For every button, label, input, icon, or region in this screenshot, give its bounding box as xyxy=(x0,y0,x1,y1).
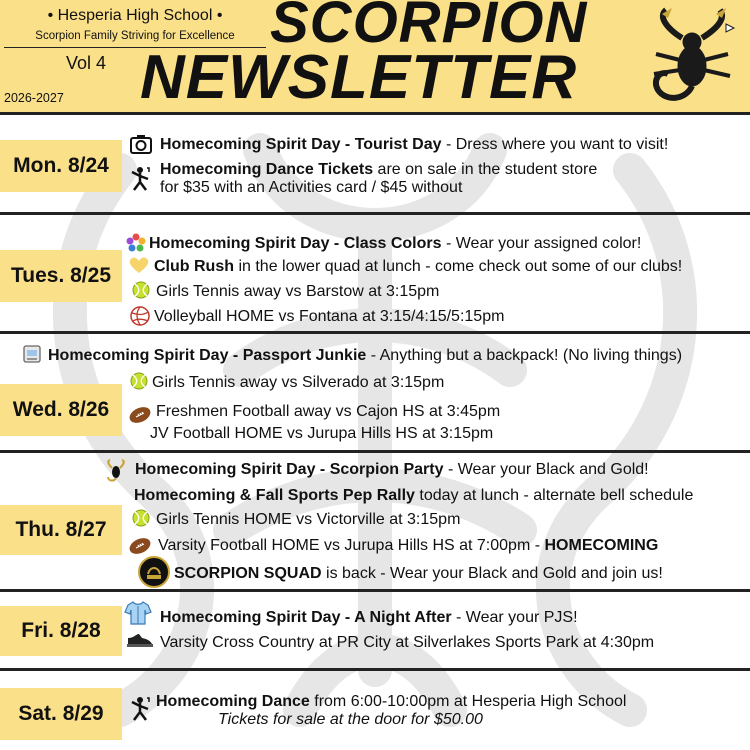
event-detail: Girls Tennis away vs Barstow at 3:15pm xyxy=(156,283,440,300)
day-label-thursday: Thu. 8/27 xyxy=(0,505,122,555)
event-detail: Girls Tennis HOME vs Victorville at 3:15pm xyxy=(156,511,461,528)
event-title: Homecoming Spirit Day - Scorpion Party xyxy=(135,461,444,478)
event-detail: is back - Wear your Black and Gold and join us! xyxy=(321,565,663,582)
event-line xyxy=(134,486,693,505)
event-title: Homecoming Dance Tickets xyxy=(160,161,374,178)
tennis-ball-icon xyxy=(132,509,150,527)
event-detail: - Wear your assigned color! xyxy=(441,235,642,252)
event-detail: Girls Tennis away vs Silverado at 3:15pm xyxy=(152,374,445,391)
football-icon xyxy=(128,406,152,424)
event-title: SCORPION SQUAD xyxy=(174,565,322,582)
volume-number: Vol 4 xyxy=(66,53,107,73)
divider xyxy=(0,331,750,334)
event-line xyxy=(135,460,649,479)
event-detail: Tickets for sale at the door for $50.00 xyxy=(218,711,483,728)
school-motto: Scorpion Family Striving for Excellence xyxy=(35,30,235,42)
day-label-saturday: Sat. 8/29 xyxy=(0,688,122,740)
event-line xyxy=(154,257,682,276)
event-title: Homecoming Spirit Day - Class Colors xyxy=(149,235,442,252)
tennis-ball-icon xyxy=(132,281,150,299)
event-title: Homecoming Spirit Day - Passport Junkie xyxy=(48,347,367,364)
event-line xyxy=(160,135,668,154)
school-year: 2026-2027 xyxy=(4,91,64,105)
event-detail: from 6:00-10:00pm at Hesperia High School xyxy=(309,693,627,710)
scorpion-squad-badge-icon xyxy=(138,556,170,588)
title-scorpion: SCORPION xyxy=(270,0,588,55)
heart-icon xyxy=(128,256,150,274)
newsletter-header xyxy=(0,0,750,112)
day-label-monday: Mon. 8/24 xyxy=(0,140,122,192)
event-detail: - Wear your PJS! xyxy=(451,609,578,626)
day-label-tuesday: Tues. 8/25 xyxy=(0,250,122,302)
school-name: • Hesperia High School • xyxy=(47,7,223,24)
camera-icon xyxy=(130,134,152,154)
passport-icon xyxy=(22,344,42,364)
event-line xyxy=(48,346,682,365)
event-line xyxy=(156,692,626,711)
event-line xyxy=(160,608,578,627)
event-highlight: HOMECOMING xyxy=(544,537,659,554)
pajama-shirt-icon xyxy=(124,600,152,626)
event-detail: in the lower quad at lunch - come check out some of our clubs! xyxy=(234,258,683,275)
day-label-wednesday: Wed. 8/26 xyxy=(0,384,122,436)
scorpion-icon xyxy=(104,458,128,482)
event-line xyxy=(158,536,658,555)
event-detail: are on sale in the student store xyxy=(373,161,598,178)
divider xyxy=(0,450,750,453)
divider xyxy=(0,668,750,671)
running-shoe-icon xyxy=(126,632,154,648)
divider xyxy=(0,212,750,215)
scorpion-logo-icon xyxy=(636,4,740,108)
divider xyxy=(0,112,750,115)
event-detail: Freshmen Football away vs Cajon HS at 3:45pm xyxy=(156,403,501,420)
event-detail: for $35 with an Activities card / $45 without xyxy=(160,179,463,196)
title-newsletter: NEWSLETTER xyxy=(140,43,578,112)
event-line xyxy=(174,564,663,583)
dancer-icon xyxy=(128,166,152,192)
color-wheel-icon xyxy=(126,233,146,253)
event-detail: - Dress where you want to visit! xyxy=(441,136,669,153)
event-detail: - Anything but a backpack! (No living things) xyxy=(366,347,683,364)
volleyball-icon xyxy=(130,306,150,326)
football-icon xyxy=(128,537,152,555)
event-detail: JV Football HOME vs Jurupa Hills HS at 3:15pm xyxy=(150,425,494,442)
event-title: Homecoming Spirit Day - A Night After xyxy=(160,609,452,626)
event-line xyxy=(149,234,641,253)
event-title: Homecoming & Fall Sports Pep Rally xyxy=(134,487,415,504)
day-label-friday: Fri. 8/28 xyxy=(0,606,122,656)
event-detail: Varsity Football HOME vs Jurupa Hills HS at 7:00pm - xyxy=(158,537,545,554)
event-detail: - Wear your Black and Gold! xyxy=(443,461,649,478)
event-line xyxy=(160,160,597,179)
divider xyxy=(0,589,750,592)
dancer-icon xyxy=(128,696,152,722)
event-detail: Volleyball HOME vs Fontana at 3:15/4:15/5:15pm xyxy=(154,308,505,325)
event-detail: Varsity Cross Country at PR City at Silverlakes Sports Park at 4:30pm xyxy=(160,634,655,651)
tennis-ball-icon xyxy=(130,372,148,390)
event-detail: today at lunch - alternate bell schedule xyxy=(414,487,694,504)
event-title: Club Rush xyxy=(154,258,234,275)
event-title: Homecoming Spirit Day - Tourist Day xyxy=(160,136,442,153)
event-title: Homecoming Dance xyxy=(156,693,310,710)
